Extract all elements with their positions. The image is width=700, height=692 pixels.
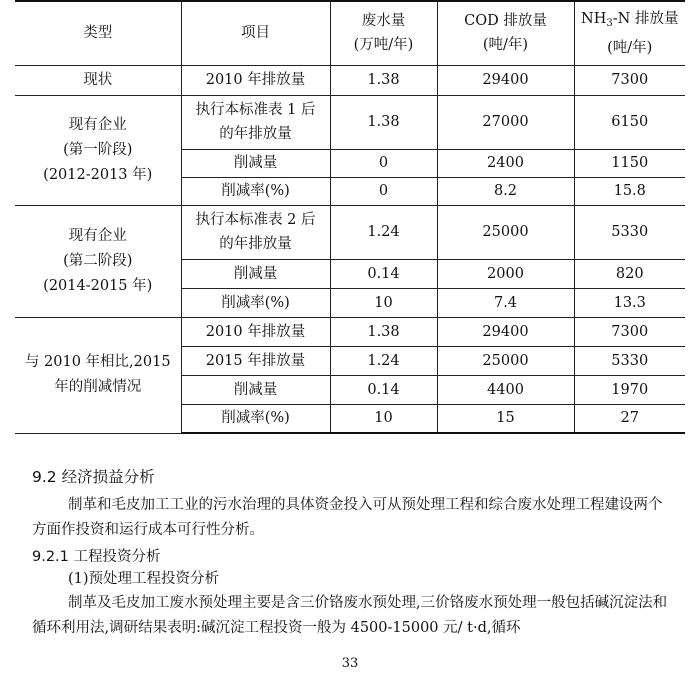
subsection-heading: 9.2.1 工程投资分析 xyxy=(32,549,161,565)
wastewater-cell: 0.14 xyxy=(330,259,437,288)
wastewater-cell: 1.38 xyxy=(330,95,437,149)
header-nh3n-label: $NH_3-N$ 排放量 xyxy=(581,10,679,29)
table-header-row xyxy=(15,1,685,65)
item-cell: 执行本标准表 2 后 的年排放量 xyxy=(181,205,330,259)
table-row xyxy=(15,317,685,346)
type-cell-stage2: 现有企业 (第二阶段) (2014-2015 年) xyxy=(15,205,181,317)
table-row xyxy=(15,95,685,149)
list-item-heading: (1)预处理工程投资分析 xyxy=(68,571,220,587)
type-cell: 现状 xyxy=(15,65,181,95)
item-cell: 执行本标准表 1 后 的年排放量 xyxy=(181,95,330,149)
cod-cell: 25000 xyxy=(437,346,574,375)
section-paragraph: 制革和毛皮加工工业的污水治理的具体资金投入可从预处理工程和综合废水处理工程建设两个方面作投资和运行成本可行性分析。 xyxy=(32,497,663,538)
header-wastewater xyxy=(330,1,437,65)
wastewater-cell: 0 xyxy=(330,149,437,177)
header-wastewater-unit: (万吨/年) xyxy=(353,37,414,54)
header-type: 类型 xyxy=(15,1,181,65)
cod-cell: 15 xyxy=(437,404,574,433)
nh3n-cell: 1150 xyxy=(574,149,685,177)
item-cell: 削减率(%) xyxy=(181,404,330,433)
header-nh3n-unit: (吨/年) xyxy=(607,39,653,56)
nh3n-cell: 27 xyxy=(574,404,685,433)
nh3n-cell: 820 xyxy=(574,259,685,288)
emission-table-container xyxy=(15,0,685,434)
page-number: 33 xyxy=(341,656,359,671)
header-cod-label: COD 排放量 xyxy=(464,13,547,30)
emission-table xyxy=(15,0,685,434)
wastewater-cell: 1.24 xyxy=(330,346,437,375)
section-heading: 9.2 经济损益分析 xyxy=(32,468,155,486)
item-cell: 2010 年排放量 xyxy=(181,317,330,346)
type-cell-compare: 与 2010 年相比,2015 年的削减情况 xyxy=(15,317,181,433)
cod-cell: 25000 xyxy=(437,205,574,259)
header-cod-unit: (吨/年) xyxy=(482,37,529,54)
item-cell: 2015 年排放量 xyxy=(181,346,330,375)
wastewater-cell: 1.24 xyxy=(330,205,437,259)
cod-cell: 29400 xyxy=(437,317,574,346)
item-cell: 2010 年排放量 xyxy=(181,65,330,95)
wastewater-cell: 1.38 xyxy=(330,317,437,346)
item-cell: 削减量 xyxy=(181,259,330,288)
nh3n-cell: 13.3 xyxy=(574,288,685,317)
header-nh3n xyxy=(574,1,685,65)
cod-cell: 4400 xyxy=(437,375,574,404)
item-cell: 削减量 xyxy=(181,375,330,404)
nh3n-cell: 1970 xyxy=(574,375,685,404)
item-cell: 削减率(%) xyxy=(181,177,330,205)
cod-cell: 2400 xyxy=(437,149,574,177)
nh3n-cell: 5330 xyxy=(574,346,685,375)
nh3n-cell: 6150 xyxy=(574,95,685,149)
nh3n-cell: 15.8 xyxy=(574,177,685,205)
type-cell-stage1: 现有企业 (第一阶段) (2012-2013 年) xyxy=(15,95,181,205)
header-item: 项目 xyxy=(181,1,330,65)
item-cell: 削减量 xyxy=(181,149,330,177)
header-wastewater-label: 废水量 xyxy=(361,13,406,30)
wastewater-cell: 10 xyxy=(330,288,437,317)
nh3n-cell: 7300 xyxy=(574,65,685,95)
cod-cell: 27000 xyxy=(437,95,574,149)
wastewater-cell: 0.14 xyxy=(330,375,437,404)
header-cod xyxy=(437,1,574,65)
wastewater-cell: 0 xyxy=(330,177,437,205)
wastewater-cell: 10 xyxy=(330,404,437,433)
cod-cell: 2000 xyxy=(437,259,574,288)
table-row xyxy=(15,65,685,95)
nh3n-cell: 5330 xyxy=(574,205,685,259)
cod-cell: 7.4 xyxy=(437,288,574,317)
nh3n-cell: 7300 xyxy=(574,317,685,346)
wastewater-cell: 1.38 xyxy=(330,65,437,95)
item-cell: 削减率(%) xyxy=(181,288,330,317)
cod-cell: 8.2 xyxy=(437,177,574,205)
body-paragraph: 制革及毛皮加工废水预处理主要是含三价铬废水预处理,三价铬废水预处理一般包括碱沉淀法和循环利用法,调研结果表明:碱沉淀工程投资一般为 4500-15000 元/ t·d,循环 xyxy=(32,595,668,636)
table-row xyxy=(15,205,685,259)
cod-cell: 29400 xyxy=(437,65,574,95)
